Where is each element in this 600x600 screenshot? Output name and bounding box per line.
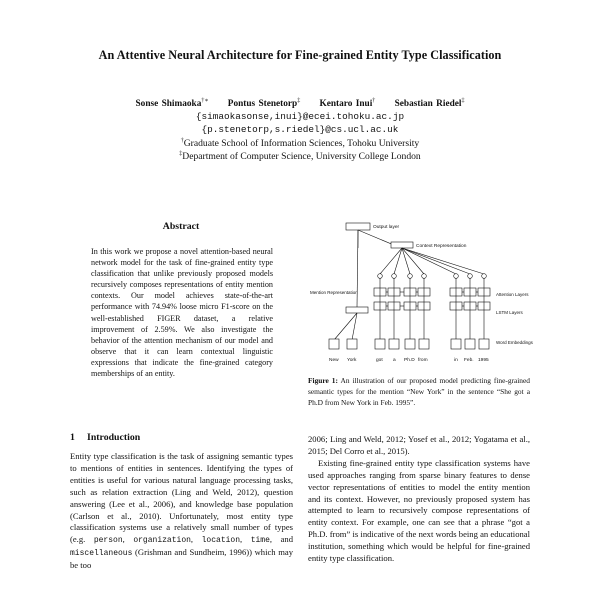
figure-caption [308,376,530,408]
section-title: Introduction [87,432,141,443]
affiliation-text: Graduate School of Information Sciences, Tohoku University [183,138,420,150]
abstract-text: In this work we propose a novel attention-based neural network model for the task of fine-grained entity type classification that unlike previously proposed models recursively composes representations of entity mention contexts. Our model achieves state-of-the-art performance with 74.94% loose micro F1-score on the well-established FIGER dataset, a relative improvement of 2.59%. We also investigate the behavior of the attention mechanism of our model and observe that it can learn contextual linguistic expressions that indicate the fine-grained category memberships of an entity. [91,247,273,379]
affiliation [0,151,600,162]
section-heading [70,432,140,443]
author-list [0,97,600,109]
comma: , [269,534,273,545]
type-name: organization [133,536,191,546]
comma: , [190,534,194,545]
output-layer-box [346,223,370,230]
word-label: in [454,358,458,363]
architecture-diagram [306,218,533,370]
attention-layers-label: Attention Layers [496,292,529,297]
word-label: Feb. [464,358,474,363]
word-label: 1995 [478,358,489,363]
continuation-paragraph: 2006; Ling and Weld, 2012; Yosef et al., 2012; Yogatama et al., 2015; Del Corro et al., 2015). [308,434,530,456]
affiliation-text: Department of Computer Science, University College London [182,151,421,163]
caption-text: An illustration of our proposed model predicting fine-grained semantic types for the mention “New York” in the sentence “She got a Ph.D from New York in Feb. 1995”. [308,376,530,407]
paper-title: An Attentive Neural Architecture for Fine-grained Entity Type Classification [98,48,502,62]
author-name: Kentaro Inui [319,99,373,110]
word-label: New [329,358,339,363]
comma: , [240,534,243,545]
word-label: a [393,358,396,363]
body-paragraph: Existing fine-grained entity type classification systems have used approaches ranging from sparse binary features to dense vector representations of entities to model the entity mention and its context. However, no previously proposed system has attempted to learn to recursively compose representations of entity context. For example, one can see that a phrase “got a Ph.D. from” is indicative of the next words being an educational institution, something which would be helpful for fine-grained entity type classification. [308,457,530,564]
output-layer-label: Output layer [373,225,400,230]
word-label: from [418,358,428,363]
intro-paragraph [70,451,293,572]
author-email: {simaokasonse,inui}@ecei.tohoku.ac.jp [195,111,405,122]
author-mark: †∗ [201,98,209,104]
author-mark: † [372,98,376,104]
conjunction: and [280,534,294,545]
word-label: got [376,358,383,363]
author-mark: ‡ [461,98,465,104]
author-mark: ‡ [297,98,301,104]
mention-representation-box [346,307,368,313]
word-label: Ph.D [404,358,415,363]
type-name: time [250,536,270,546]
context-representation-box [391,242,413,248]
affiliation-mark: ‡ [179,151,183,157]
section-number: 1 [70,432,75,443]
affiliation-mark: † [180,138,184,144]
author-name: Sonse Shimaoka [135,99,202,110]
type-name: person [93,536,123,546]
type-name: location [201,536,241,546]
author-email: {p.stenetorp,s.riedel}@cs.ucl.ac.uk [201,124,399,135]
lstm-layers-label: LSTM Layers [496,310,523,315]
word-label: York [347,358,357,363]
author-name: Sebastian Riedel [394,99,462,110]
intro-text: Entity type classification is the task of assigning semantic types to mentions of entities in sentences. Identifying the types of entities is useful for various natural language processing tasks, such as relation extraction (Ling and Weld, 2012), question answering (Lee et al., 2006), and knowledge base population (Carlson et al., 2010). Unfortunately, most entity type classification systems use a relatively small number of types (e.g. [70,451,293,545]
author-name: Pontus Stenetorp [227,99,298,110]
affiliation [0,138,600,149]
right-column-text [308,434,530,565]
context-representation-label: Context Representation [416,244,467,249]
intro-text: (Grishman and Sundheim, 1996)) which may be too [70,547,293,571]
abstract-heading: Abstract [162,221,200,232]
type-name: miscellaneous [70,549,133,559]
comma: , [122,534,125,545]
caption-label: Figure 1: [308,376,338,385]
mention-representation-label: Mention Representation [310,290,358,295]
word-embeddings-label: Word Embeddings [496,340,533,345]
model-architecture-figure [306,218,533,370]
